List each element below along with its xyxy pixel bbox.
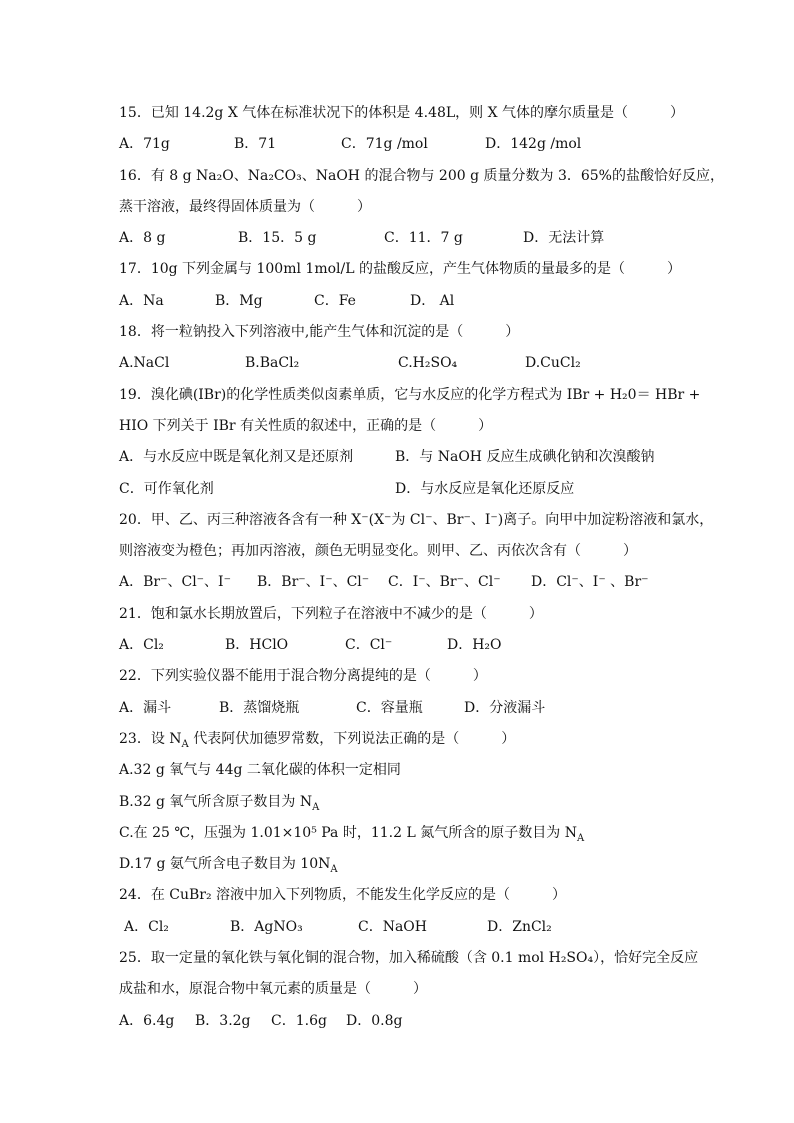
question-16-stem-line2: 蒸干溶液，最终得固体质量为（ ） xyxy=(119,198,371,215)
q16-option-d: D．无法计算 xyxy=(523,230,605,247)
q15-option-c: C．71g /mol xyxy=(341,136,428,153)
q19-option-b: B．与 NaOH 反应生成碘化钠和次溴酸钠 xyxy=(395,449,655,466)
q25-option-d: D．0.8g xyxy=(346,1012,403,1029)
q23-option-b: B.32 g 氧气所含原子数目为 $N_A$ xyxy=(119,793,320,813)
question-17-stem: 17．10g 下列金属与 100ml 1mol/L 的盐酸反应，产生气体物质的量最多的是（ ） xyxy=(119,261,681,278)
q20-option-d: D．Cl⁻、I⁻ 、Br⁻ xyxy=(531,574,649,591)
q23-option-c: C.在 25 ℃，压强为 1.01×10⁵ Pa 时，11.2 L 氮气所含的原子数目为 $N_A$ xyxy=(119,824,585,844)
q22-option-b: B．蒸馏烧瓶 xyxy=(219,699,300,716)
q21-option-b: B．HClO xyxy=(225,637,289,654)
q20-option-a: A．Br⁻、Cl⁻、I⁻ xyxy=(119,574,231,591)
question-19-stem-line2: HIO 下列关于 IBr 有关性质的叙述中，正确的是（ ） xyxy=(119,417,493,434)
q20-option-b: B．Br⁻、I⁻、Cl⁻ xyxy=(257,574,370,591)
question-22-stem: 22．下列实验仪器不能用于混合物分离提纯的是（ ） xyxy=(119,668,487,685)
question-15-stem: 15．已知 14.2g X 气体在标准状况下的体积是 4.48L，则 X 气体的摩尔质量是（ ） xyxy=(119,105,685,121)
question-20-stem-line2: 则溶液变为橙色；再加丙溶液，颜色无明显变化。则甲、乙、丙依次含有（ ） xyxy=(119,543,637,560)
q24-option-c: C．NaOH xyxy=(358,918,427,935)
q24-option-a: A．Cl₂ xyxy=(124,918,169,935)
q19-option-a: A．与水反应中既是氧化剂又是还原剂 xyxy=(119,449,354,466)
question-18-options xyxy=(119,348,679,379)
q25-option-a: A．6.4g xyxy=(119,1012,175,1029)
question-19-options-ab xyxy=(119,442,679,473)
question-18-stem: 18．将一粒钠投入下列溶液中,能产生气体和沉淀的是（ ） xyxy=(119,324,520,341)
q15-option-d: D．142g /mol xyxy=(485,136,582,153)
q25-option-b: B．3.2g xyxy=(195,1012,251,1029)
q18-option-b: B.BaCl₂ xyxy=(245,355,300,372)
question-22-options xyxy=(119,693,679,724)
q15-option-a: A．71g xyxy=(119,136,170,153)
question-17-options xyxy=(119,286,679,317)
q24-option-b: B．AgNO₃ xyxy=(230,918,303,935)
q17-option-a: A．Na xyxy=(119,292,164,309)
q16-option-b: B．15．5 g xyxy=(238,230,317,247)
question-21-options xyxy=(119,630,679,661)
q23-option-a: A.32 g 氧气与 44g 二氧化碳的体积一定相同 xyxy=(119,762,401,779)
q17-option-c: C．Fe xyxy=(314,292,356,309)
question-16-options xyxy=(119,223,679,254)
question-15-options xyxy=(119,129,679,160)
q17-option-d: D． Al xyxy=(410,292,455,309)
q19-option-c: C．可作氧化剂 xyxy=(119,480,214,497)
q17-option-b: B．Mg xyxy=(215,292,263,309)
q18-option-c: C.H₂SO₄ xyxy=(398,355,458,372)
q18-option-d: D.CuCl₂ xyxy=(525,355,581,372)
question-24-options xyxy=(119,912,679,943)
question-25-options xyxy=(119,1006,679,1037)
question-16-stem-line1: 16．有 8 g Na₂O、Na₂CO₃、NaOH 的混合物与 200 g 质量分数为 3．65%的盐酸恰好反应， xyxy=(119,167,724,184)
q23-option-d: D.17 g 氨气所含电子数目为 $10N_A$ xyxy=(119,856,338,875)
question-25-stem-line2: 成盐和水，原混合物中氧元素的质量是（ ） xyxy=(119,981,427,998)
question-25-stem-line1: 25．取一定量的氧化铁与氧化铜的混合物，加入稀硫酸（含 0.1 mol H₂SO₄），恰好完全反应 xyxy=(119,950,699,967)
q18-option-a: A.NaCl xyxy=(119,355,170,372)
q22-option-c: C．容量瓶 xyxy=(356,699,423,716)
q20-option-c: C．I⁻、Br⁻、Cl⁻ xyxy=(388,574,501,591)
q15-option-b: B．71 xyxy=(234,136,277,153)
question-24-stem: 24．在 CuBr₂ 溶液中加入下列物质，不能发生化学反应的是（ ） xyxy=(119,887,567,904)
q21-option-c: C．Cl⁻ xyxy=(345,637,393,654)
question-21-stem: 21．饱和氯水长期放置后，下列粒子在溶液中不减少的是（ ） xyxy=(119,605,543,622)
question-19-stem-line1: 19．溴化碘(IBr)的化学性质类似卤素单质，它与水反应的化学方程式为 IBr + H₂0＝ HBr + xyxy=(119,386,701,403)
q21-option-a: A．Cl₂ xyxy=(119,637,164,654)
q21-option-d: D．H₂O xyxy=(447,637,502,654)
q22-option-d: D．分液漏斗 xyxy=(464,699,546,716)
q16-option-c: C．11．7 g xyxy=(384,230,463,247)
q22-option-a: A．漏斗 xyxy=(119,699,172,716)
q16-option-a: A．8 g xyxy=(119,230,166,247)
question-23-stem: 23．设 $N_A$ 代表阿伏加德罗常数，下列说法正确的是（ ） xyxy=(119,730,516,750)
q25-option-c: C．1.6g xyxy=(271,1012,327,1029)
q19-option-d: D．与水反应是氧化还原反应 xyxy=(395,480,575,497)
q24-option-d: D．ZnCl₂ xyxy=(487,918,552,935)
exam-page xyxy=(119,98,724,1037)
question-19-options-cd xyxy=(119,474,679,505)
question-20-stem-line1: 20．甲、乙、丙三种溶液各含有一种 X⁻(X⁻为 Cl⁻、Br⁻、I⁻)离子。向甲中加淀粉溶液和氯水， xyxy=(119,511,714,528)
question-20-options xyxy=(119,567,679,598)
